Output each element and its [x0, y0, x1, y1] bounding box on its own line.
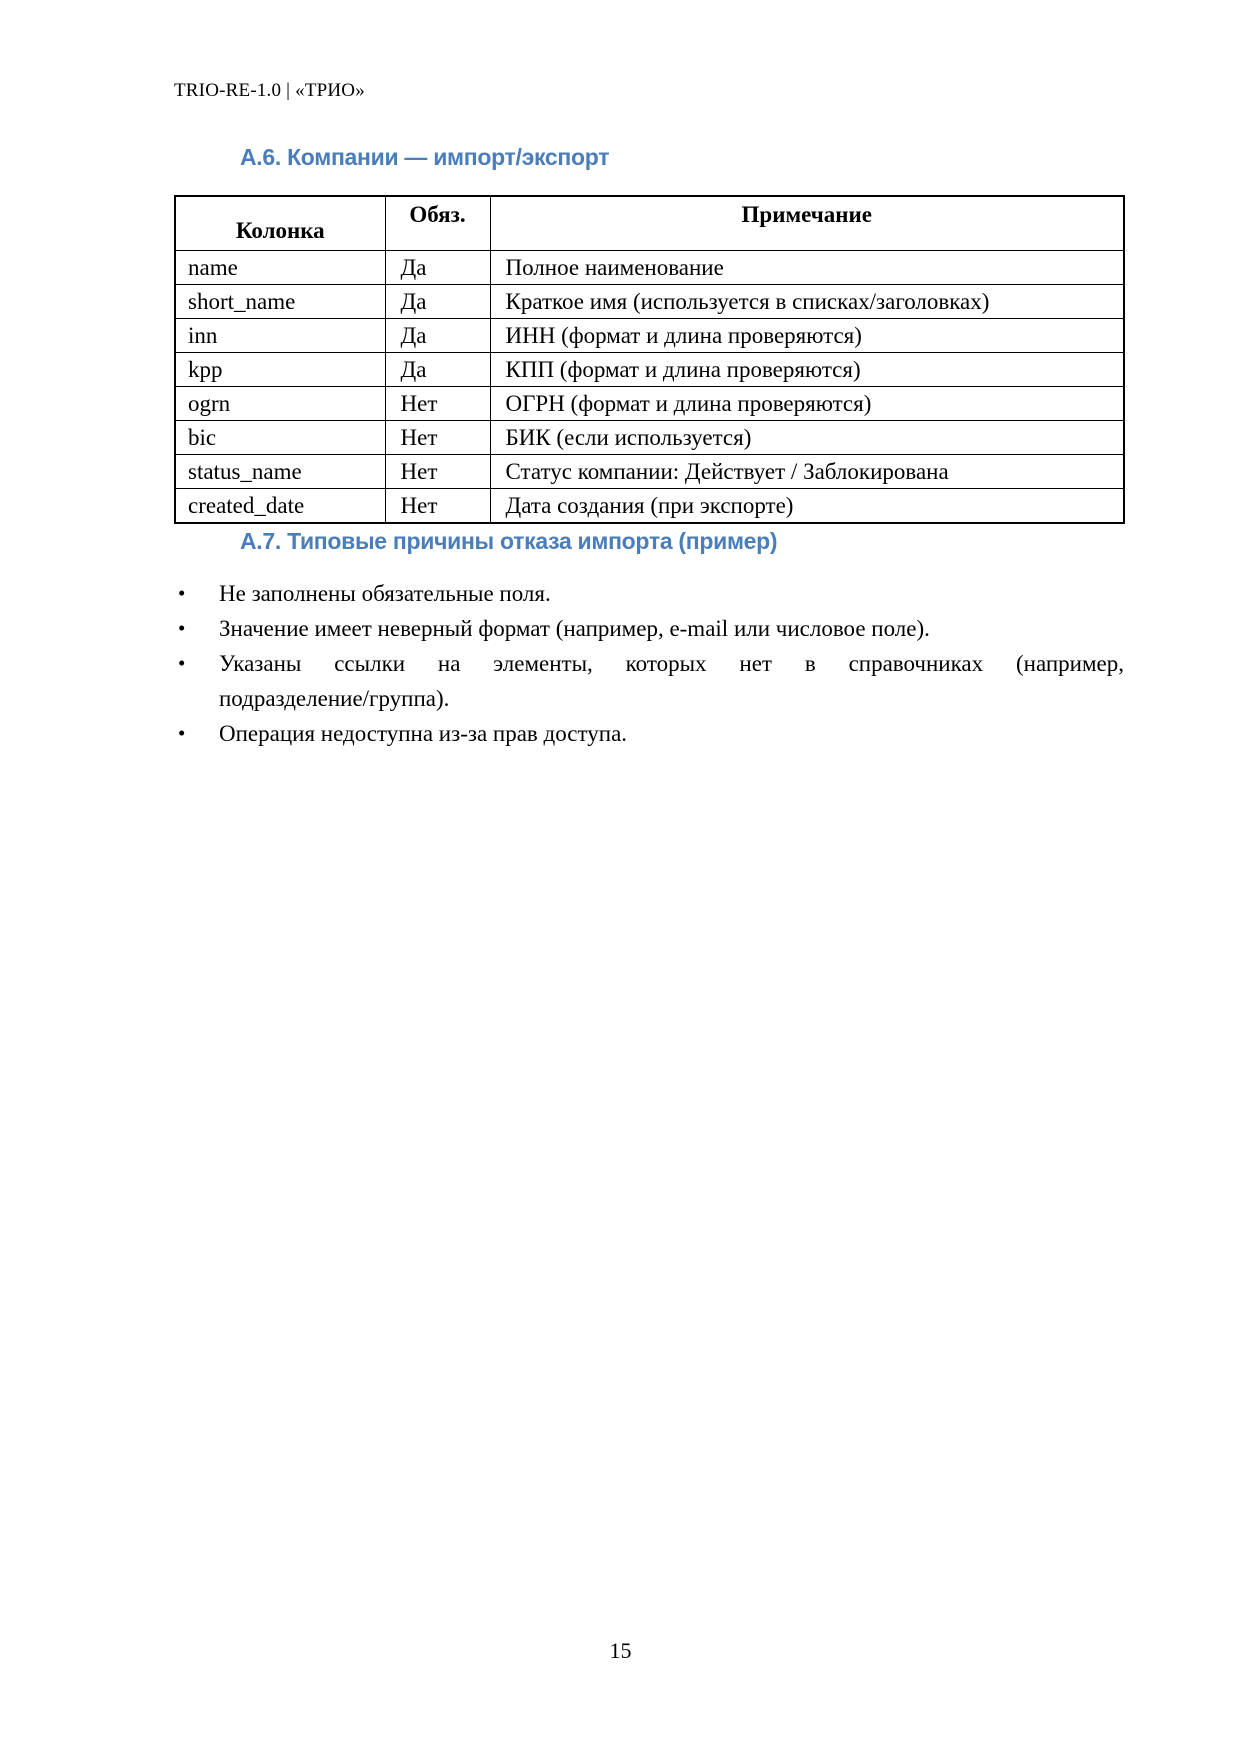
column-header-primechanie: Примечание: [490, 196, 1124, 251]
cell-column-name: created_date: [175, 489, 385, 524]
column-header-obyaz: Обяз.: [385, 196, 490, 251]
cell-required: Нет: [385, 489, 490, 524]
table-row: [175, 353, 1124, 387]
section-title-a6: А.6. Компании — импорт/экспорт: [240, 144, 610, 170]
cell-required: Нет: [385, 455, 490, 489]
list-item: [174, 716, 1124, 751]
cell-required: Да: [385, 353, 490, 387]
table-row: [175, 251, 1124, 285]
cell-column-name: ogrn: [175, 387, 385, 421]
list-item-text: Значение имеет неверный формат (например, e-mail или числовое поле).: [219, 616, 930, 641]
cell-required: Нет: [385, 421, 490, 455]
cell-required: Нет: [385, 387, 490, 421]
cell-column-name: bic: [175, 421, 385, 455]
cell-note: БИК (если используется): [490, 421, 1124, 455]
bullet-icon: •: [178, 616, 186, 640]
cell-column-name: name: [175, 251, 385, 285]
section-title-a7: А.7. Типовые причины отказа импорта (пример): [240, 528, 778, 554]
cell-note: Краткое имя (используется в списках/заголовках): [490, 285, 1124, 319]
cell-required: Да: [385, 319, 490, 353]
document-id-header: TRIO-RE-1.0 | «ТРИО»: [174, 80, 365, 101]
list-item: [174, 611, 1124, 646]
cell-note: Дата создания (при экспорте): [490, 489, 1124, 524]
table-row: [175, 319, 1124, 353]
cell-note: КПП (формат и длина проверяются): [490, 353, 1124, 387]
page-number: 15: [609, 1638, 632, 1663]
import-failure-reasons-list: [174, 576, 1124, 751]
list-item-text: Указаны ссылки на элементы, которых нет в справочниках (например,: [219, 651, 1124, 676]
cell-column-name: short_name: [175, 285, 385, 319]
bullet-icon: •: [178, 581, 186, 605]
cell-note: Статус компании: Действует / Заблокирована: [490, 455, 1124, 489]
bullet-icon: •: [178, 721, 186, 745]
cell-column-name: status_name: [175, 455, 385, 489]
list-item: [174, 576, 1124, 611]
bullet-icon: •: [178, 651, 186, 675]
cell-required: Да: [385, 251, 490, 285]
table-row: [175, 387, 1124, 421]
table-header-row: [175, 196, 1124, 251]
cell-note: Полное наименование: [490, 251, 1124, 285]
list-item-text: подразделение/группа).: [219, 686, 450, 711]
cell-note: ИНН (формат и длина проверяются): [490, 319, 1124, 353]
column-header-kolonka: Колонка: [175, 196, 385, 251]
list-item-text: Операция недоступна из-за прав доступа.: [219, 721, 628, 746]
cell-column-name: inn: [175, 319, 385, 353]
cell-required: Да: [385, 285, 490, 319]
list-item-text: Не заполнены обязательные поля.: [219, 581, 551, 606]
table-row: [175, 455, 1124, 489]
cell-column-name: kpp: [175, 353, 385, 387]
table-row: [175, 489, 1124, 524]
table-row: [175, 421, 1124, 455]
companies-import-export-table: [174, 195, 1125, 524]
cell-note: ОГРН (формат и длина проверяются): [490, 387, 1124, 421]
list-item: [174, 646, 1124, 716]
table-row: [175, 285, 1124, 319]
